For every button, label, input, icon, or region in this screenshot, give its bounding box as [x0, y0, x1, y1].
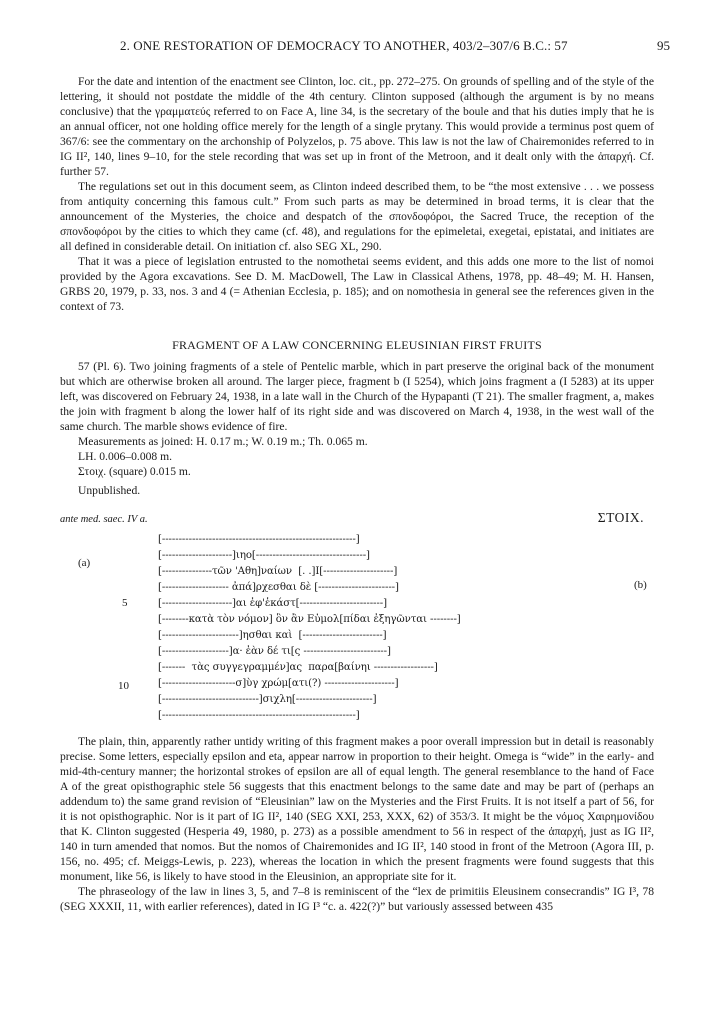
inscription-line: [---------------τῶν 'Αθη]ναίων [. .]Ι[---------------------]: [158, 566, 398, 577]
running-title: 2. ONE RESTORATION OF DEMOCRACY TO ANOTHER, 403/2–307/6 B.C.: 57: [120, 38, 568, 53]
inscription-line: [-----------------------------]σιχλη[-----------------------]: [158, 694, 377, 705]
commentary-paragraph-3: That it was a piece of legislation entrusted to the nomothetai seems evident, and this adds one more to the list of nomoi provided by the Agora excavations. See D. M. MacDowell, The Law in Classical Athens, 1978, pp. 48–49; M. H. Hansen, GRBS 20, 1979, p. 33, nos. 3 and 4 (= Athenian Ecclesia, p. 185); and on nomothesia in general see the references given in the context of 73.: [60, 255, 654, 313]
inscription-line: [---------------------]ιηο[---------------------------------]: [158, 550, 370, 561]
running-header: [60, 38, 670, 56]
inscription-text: [60, 532, 654, 734]
inscription-line: [----------------------σ]ὺγ χρώμ[ατι(?) ---------------------]: [158, 678, 399, 689]
letter-height: LH. 0.006–0.008 m.: [78, 450, 173, 463]
section-heading: FRAGMENT OF A LAW CONCERNING ELEUSINIAN FIRST FRUITS: [172, 338, 542, 352]
date-label: ante med. saec. IV a.: [60, 514, 148, 525]
stoichedon-label: ΣΤΟΙΧ.: [597, 510, 644, 525]
commentary-paragraph-1: For the date and intention of the enactment see Clinton, loc. cit., pp. 272–275. On grounds of spelling and of the style of the lettering, it should not postdate the middle of the 4th century. Clinton supposed (although the argument is by no means conclusive) that the γραμματεύς referred to on Face A, line 34, is the secretary of the boule and that his duties imply that he is an annual officer, not one holding office merely for the length of a single prytany. This would provide a terminus post quem of 367/6: see the commentary on the archonship of Polyzelos, p. 75 above. This law is not the law of Chairemonides referred to in IG II², 140, lines 9–10, for the stele recording that was set up in front of the Metroon, and it dealt only with the ἀπαρχή. Cf. further 57.: [60, 75, 654, 178]
inscription-line: [------- τὰς συγγεγραμμέν]ας παρα[βαίνηι ------------------]: [158, 662, 438, 673]
stoichedon-spacing: Στοιχ. (square) 0.015 m.: [78, 465, 191, 478]
measurements: Measurements as joined: H. 0.17 m.; W. 0.19 m.; Th. 0.065 m.: [78, 435, 368, 448]
inscription-line: [---------------------]αι ἐφ'ἑκάστ[-------------------------]: [158, 598, 387, 609]
page-number: 95: [657, 38, 670, 53]
commentary-paragraph-4: The plain, thin, apparently rather untidy writing of this fragment makes a poor overall impression but in detail is reasonably precise. Some letters, especially epsilon and eta, appear narrow in proportion to their height. Omega is “wide” in the early- and mid-4th-century manner; the horizontal strokes of epsilon are all of equal length. The general resemblance to the hand of Face A of the great opisthographic stele 56 suggests that this enactment belongs to the same date and may be part of (perhaps an addendum to) the same grand revision of “Eleusinian” law on the Mysteries and the First Fruits. It is not itself a part of 56, for it is not opisthographic. Nor is it part of IG II², 140 (SEG XXI, 253, XXX, 62) of 353/3. It might be the νόμος Χαιρημονίδου that K. Clinton suggested (Hesperia 49, 1980, p. 273) as a possible amendment to 56 in respect of the ἀπαρχή, just as IG II², 140 in turn amended that nomos. But the nomos of Chairemonides and IG II², 140 stood in front of the Metroon (Agora III, p. 156, no. 495; cf. Meiggs-Lewis, p. 223), whereas the location in which the present fragments were found suggests that this monument, like 56, is likely to have stood in the Eleusinion, an appropriate site for it.: [60, 735, 654, 883]
fragment-a-label: (a): [78, 557, 91, 569]
inscription-line: [----------------------------------------------------------]: [158, 534, 360, 545]
date-row: [60, 508, 654, 530]
commentary-paragraph-5: The phraseology of the law in lines 3, 5, and 7–8 is reminiscent of the “lex de primitiis Eleusinem consecrandis” IG I³, 78 (SEG XXXII, 11, with earlier references), dated in IG I³ “c. a. 422(?)” but variously assessed between 435: [60, 885, 654, 913]
inscription-line: [-------------------- ἀπά]ρχεσθαι δὲ [-----------------------]: [158, 582, 399, 593]
page-body: [60, 74, 654, 914]
inscription-line: [-----------------------]ησθαι καὶ [------------------------]: [158, 630, 387, 641]
inscription-line: [--------------------]α· ἐὰν δέ τι[ς -------------------------]: [158, 646, 391, 657]
inscription-line: [--------κατὰ τὸν νόμον] ὃν ἂν Εὐμολ[πίδαι ἐξηγῶνται --------]: [158, 614, 461, 625]
publication-status: Unpublished.: [78, 484, 141, 497]
line-number-5: 5: [122, 597, 128, 609]
catalogue-entry: 57 (Pl. 6). Two joining fragments of a stele of Pentelic marble, which in part preserve the original back of the monument but which are otherwise broken all around. The larger piece, fragment b (I 5254), which joins fragment a (I 5283) at its upper left, was discovered on February 24, 1938, in a late wall in the Church of the Hypapanti (T 21). The smaller fragment, a, makes the join with fragment b along the lower half of its right side and was discovered on March 4, 1938, in the west wall of the same church. The marble shows evidence of fire.: [60, 360, 654, 433]
line-number-10: 10: [118, 680, 129, 692]
commentary-paragraph-2: The regulations set out in this document seem, as Clinton indeed described them, to be “the most extensive . . . we possess from antiquity concerning this famous cult.” From such parts as may be determined in broad terms, it is clear that the announcement of the Mysteries, the choice and despatch of the σπονδοφόροι, the Sacred Truce, the reception of the σπονδοφόροι by the cities to which they came (cf. 48), and regulations for the epimeletai, exegetai, epistatai, and initiates are all defined in considerable detail. On initiation cf. also SEG XL, 290.: [60, 180, 654, 253]
inscription-line: [----------------------------------------------------------]: [158, 710, 360, 721]
fragment-b-label: (b): [634, 579, 647, 591]
